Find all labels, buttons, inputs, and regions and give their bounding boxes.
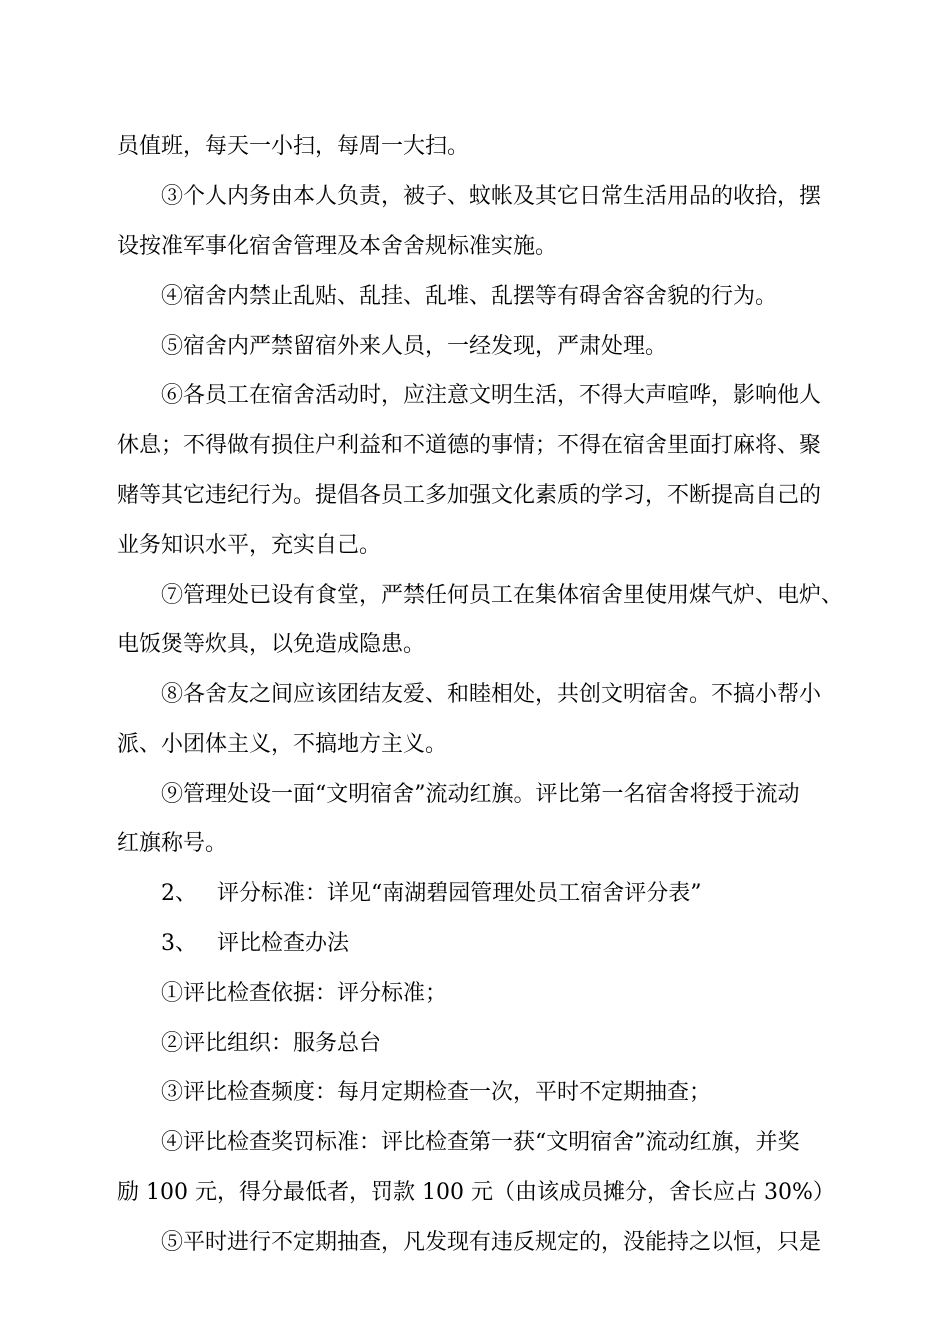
- paragraph-line: ②评比组织：服务总台: [161, 1031, 382, 1056]
- section-title: 评分标准：详见“南湖碧园管理处员工宿舍评分表”: [217, 881, 702, 906]
- paragraph-line: 赌等其它违纪行为。提倡各员工多加强文化素质的学习，不断提高自己的: [117, 483, 822, 508]
- paragraph-line: 休息；不得做有损住户利益和不道德的事情；不得在宿舍里面打麻将、聚: [117, 433, 822, 458]
- paragraph-line: ③个人内务由本人负责，被子、蚊帐及其它日常生活用品的收拾，摆: [161, 184, 822, 209]
- paragraph-line: ⑥各员工在宿舍活动时，应注意文明生活，不得大声喧哗，影响他人: [161, 383, 822, 408]
- paragraph-line: ⑨管理处设一面“文明宿舍”流动红旗。评比第一名宿舍将授于流动: [161, 782, 800, 807]
- paragraph-line: ①评比检查依据：评分标准；: [161, 981, 448, 1006]
- section-title: 评比检查办法: [217, 931, 350, 956]
- section-heading-scoring: [161, 880, 702, 908]
- paragraph-line: 红旗称号。: [117, 831, 228, 856]
- paragraph-line: 电饭煲等炊具，以免造成隐患。: [117, 632, 426, 657]
- paragraph-line: ④评比检查奖罚标准：评比检查第一获“文明宿舍”流动红旗，并奖: [161, 1130, 800, 1155]
- paragraph-line: ⑦管理处已设有食堂，严禁任何员工在集体宿舍里使用煤气炉、电炉、: [161, 583, 844, 608]
- paragraph-line: ⑤宿舍内严禁留宿外来人员，一经发现，严肃处理。: [161, 334, 668, 359]
- paragraph-line: ⑤平时进行不定期抽查，凡发现有违反规定的，没能持之以恒，只是: [161, 1230, 822, 1255]
- paragraph-line: 派、小团体主义，不搞地方主义。: [117, 732, 448, 757]
- paragraph-line: 员值班，每天一小扫，每周一大扫。: [117, 134, 470, 159]
- section-heading-inspection: [161, 930, 349, 958]
- paragraph-line: 励 100 元，得分最低者，罚款 100 元（由该成员摊分，舍长应占 30%）: [117, 1180, 835, 1205]
- paragraph-line: 设按准军事化宿舍管理及本舍舍规标准实施。: [117, 234, 558, 259]
- paragraph-line: 业务知识水平，充实自己。: [117, 533, 382, 558]
- paragraph-line: ③评比检查频度：每月定期检查一次，平时不定期抽查；: [161, 1080, 712, 1105]
- section-number: 2、: [161, 881, 197, 906]
- section-number: 3、: [161, 931, 197, 956]
- paragraph-line: ⑧各舍友之间应该团结友爱、和睦相处，共创文明宿舍。不搞小帮小: [161, 682, 822, 707]
- paragraph-line: ④宿舍内禁止乱贴、乱挂、乱堆、乱摆等有碍舍容舍貌的行为。: [161, 284, 778, 309]
